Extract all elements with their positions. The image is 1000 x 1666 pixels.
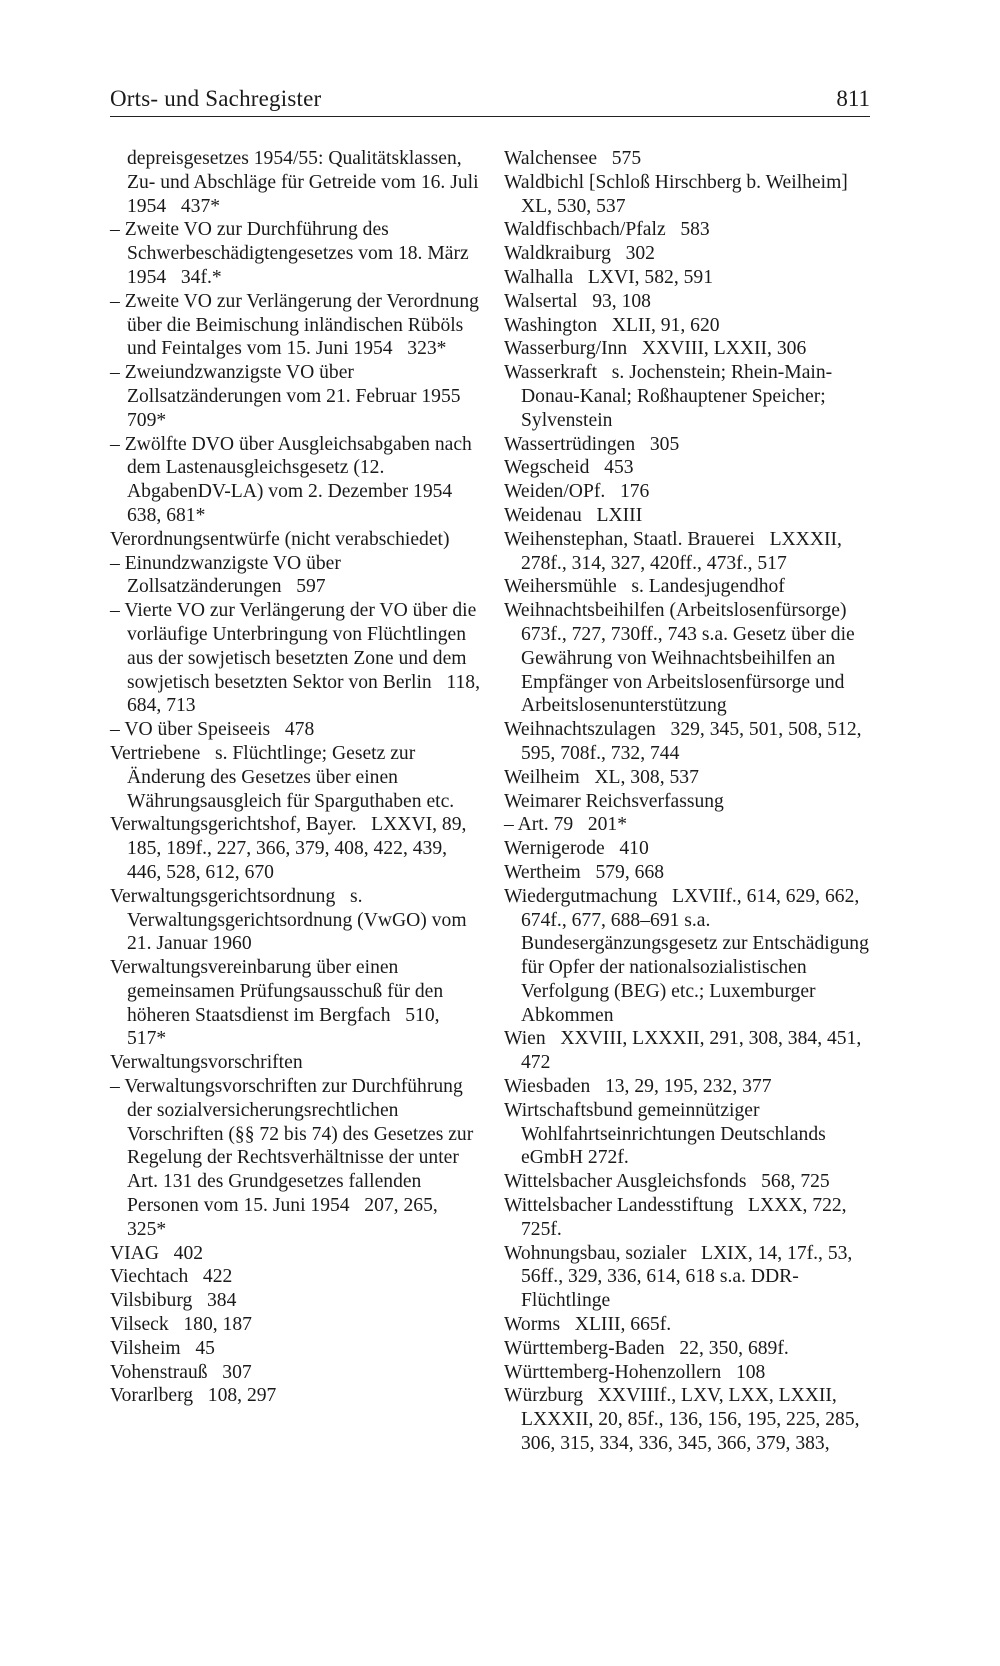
index-entry-continuation: depreisgesetzes 1954/55: Qualitätsklassen, Zu- und Abschläge für Getreide vom 16. Juli 1954 437* — [127, 148, 484, 217]
index-entry: Weihenstephan, Staatl. Brauerei LXXXII, 278f., 314, 327, 420ff., 473f., 517 — [504, 528, 847, 574]
running-header — [110, 80, 870, 117]
index-entry: Weilheim XL, 308, 537 — [504, 766, 699, 788]
index-entry: Wittelsbacher Ausgleichsfonds 568, 725 — [504, 1171, 830, 1193]
index-entry: Wirtschaftsbund gemeinnütziger Wohlfahrtseinrichtungen Deutschlands eGmbH 272f. — [504, 1099, 831, 1169]
index-entry: Vilsbiburg 384 — [110, 1290, 237, 1312]
index-entry: Weidenau LXIII — [504, 504, 643, 526]
index-subentry: – Zweiundzwanzigste VO über Zollsatzänderungen vom 21. Februar 1955 709* — [110, 362, 476, 431]
index-entry: Wiesbaden 13, 29, 195, 232, 377 — [504, 1076, 772, 1098]
index-entry: Verwaltungsgerichtshof, Bayer. LXXVI, 89, 185, 189f., 227, 366, 379, 408, 422, 439, 446, 528, 612, 670 — [110, 814, 472, 883]
index-entry: Worms XLIII, 665f. — [504, 1314, 672, 1336]
index-entry: Weiden/OPf. 176 — [504, 481, 650, 503]
index-entry: Württemberg-Hohenzollern 108 — [504, 1361, 766, 1383]
index-entry: Vohenstrauß 307 — [110, 1361, 252, 1383]
index-entry: Wiedergutmachung LXVIIf., 614, 629, 662, 674f., 677, 688–691 s.a. Bundesergänzungsgesetz zur Entschädigung für Opfer der nationalsozialistischen Verfolgung (BEG) etc.; Luxemburger Abkommen — [504, 885, 874, 1026]
index-entry: Vertriebene s. Flüchtlinge; Gesetz zur Änderung des Gesetzes über einen Währungsausgleich für Sparguthaben etc. — [110, 742, 455, 812]
index-subentry: – Verwaltungsvorschriften zur Durchführung der sozialversicherungsrechtlichen Vorschriften (§§ 72 bis 74) des Gesetzes zur Regelung der Rechtsverhältnisse der unter Art. 131 des Grundgesetzes fallenden Personen vom 15. Juni 1954 207, 265, 325* — [110, 1076, 479, 1240]
index-subentry: – Einundzwanzigste VO über Zollsatzänderungen 597 — [110, 552, 346, 598]
index-entry: Wien XXVIII, LXXXII, 291, 308, 384, 451, 472 — [504, 1028, 867, 1074]
index-subentry: – Zwölfte DVO über Ausgleichsabgaben nach dem Lastenausgleichsgesetz (12. AbgabenDV-LA) vom 2. Dezember 1954 638, 681* — [110, 433, 477, 526]
index-entry: Weihersmühle s. Landesjugendhof — [504, 576, 785, 598]
index-entry: Verwaltungsgerichtsordnung s. Verwaltungsgerichtsordnung (VwGO) vom 21. Januar 1960 — [110, 885, 472, 955]
index-entry: Wegscheid 453 — [504, 457, 634, 479]
index-entry: Walchensee 575 — [504, 148, 642, 169]
index-entry: Weimarer Reichsverfassung — [504, 790, 724, 812]
index-entry: Verwaltungsvereinbarung über einen gemeinsamen Prüfungsausschuß für den höheren Staatsdienst im Bergfach 510, 517* — [110, 957, 449, 1050]
running-title: Orts- und Sachregister — [110, 86, 322, 111]
index-column-left — [110, 147, 485, 1408]
index-entry: Wittelsbacher Landesstiftung LXXX, 722, 725f. — [504, 1195, 852, 1240]
page-number: 811 — [836, 86, 870, 111]
index-entry: Württemberg-Baden 22, 350, 689f. — [504, 1337, 789, 1359]
index-entry: Vilseck 180, 187 — [110, 1314, 252, 1336]
index-subentry: – Art. 79 201* — [504, 814, 628, 836]
index-subentry: – Vierte VO zur Verlängerung der VO über die vorläufige Unterbringung von Flüchtlingen aus der sowjetisch besetzten Zone und dem sowjetisch besetzten Sektor von Berlin 118, 684, 713 — [110, 600, 485, 717]
index-entry: Wernigerode 410 — [504, 838, 649, 860]
index-entry: Washington XLII, 91, 620 — [504, 314, 720, 336]
index-entry: Verwaltungsvorschriften — [110, 1052, 303, 1074]
index-entry: Viechtach 422 — [110, 1266, 233, 1288]
index-entry: Weihnachtsbeihilfen (Arbeitslosenfürsorge) 673f., 727, 730ff., 743 s.a. Gesetz über die Gewährung von Weihnachtsbeihilfen an Empfänger von Arbeitslosenfürsorge und Arbeitslosenunterstützung — [504, 600, 860, 717]
index-entry: Wasserburg/Inn XXVIII, LXXII, 306 — [504, 338, 807, 360]
index-subentry: – Zweite VO zur Verlängerung der Verordnung über die Beimischung inländischen Rüböls und Feintalges vom 15. Juni 1954 323* — [110, 290, 484, 360]
index-entry: Wassertrüdingen 305 — [504, 433, 680, 455]
index-entry: Vorarlberg 108, 297 — [110, 1385, 277, 1407]
index-entry: Wasserkraft s. Jochenstein; Rhein-Main-Donau-Kanal; Roßhauptener Speicher; Sylvenstein — [504, 362, 833, 431]
index-entry: Waldfischbach/Pfalz 583 — [504, 219, 710, 241]
index-column-right — [504, 147, 874, 1456]
index-entry: Waldbichl [Schloß Hirschberg b. Weilheim] XL, 530, 537 — [504, 171, 863, 217]
index-entry: Wertheim 579, 668 — [504, 861, 665, 883]
index-entry: Walsertal 93, 108 — [504, 290, 651, 312]
index-entry: Weihnachtszulagen 329, 345, 501, 508, 512, 595, 708f., 732, 744 — [504, 719, 867, 764]
index-entry: Vilsheim 45 — [110, 1337, 215, 1359]
index-subentry: – Zweite VO zur Durchführung des Schwerbeschädigtengesetzes vom 18. März 1954 34f.* — [110, 219, 474, 288]
index-entry: VIAG 402 — [110, 1242, 204, 1264]
index-subentry: – VO über Speiseeis 478 — [110, 719, 315, 741]
index-entry: Wohnungsbau, sozialer LXIX, 14, 17f., 53, 56ff., 329, 336, 614, 618 s.a. DDR-Flüchtlinge — [504, 1242, 858, 1312]
index-entry: Waldkraiburg 302 — [504, 243, 655, 265]
index-entry: Walhalla LXVI, 582, 591 — [504, 266, 714, 288]
index-entry: Würzburg XXVIIIf., LXV, LXX, LXXII, LXXXII, 20, 85f., 136, 156, 195, 225, 285, 306, 315, 334, 336, 345, 366, 379, 383, — [504, 1385, 865, 1455]
index-entry: Verordnungsentwürfe (nicht verabschiedet) — [110, 528, 450, 550]
